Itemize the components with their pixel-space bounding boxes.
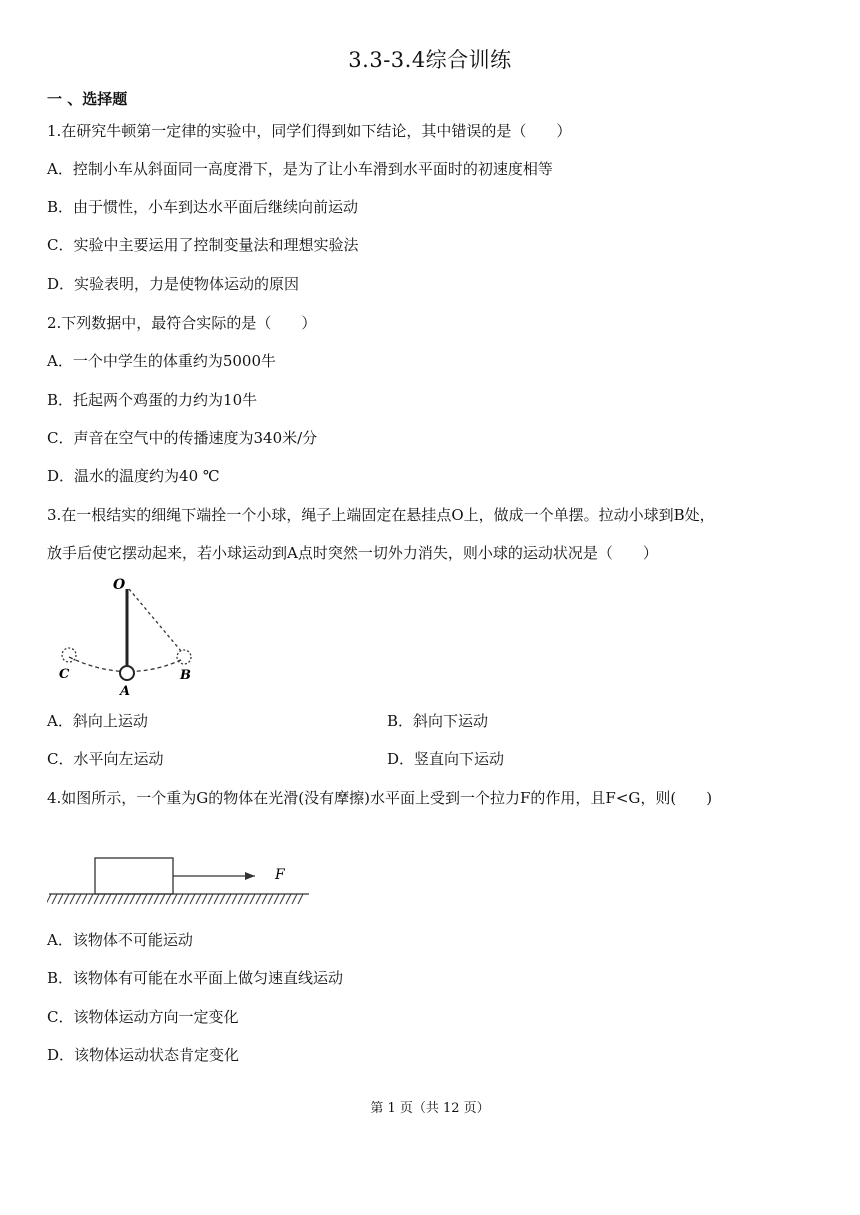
hatch-mark [202,894,207,904]
hatch-mark [226,894,231,904]
hatch-mark [58,894,63,904]
hatch-mark [88,894,93,904]
hatch-mark [142,894,147,904]
ground-hatching [47,894,303,904]
hatch-mark [70,894,75,904]
hatch-mark [262,894,267,904]
hatch-mark [118,894,123,904]
hatch-mark [166,894,171,904]
hatch-mark [178,894,183,904]
question-2-option-a: A．一个中学生的体重约为5000牛 [47,352,277,370]
hatch-mark [112,894,117,904]
question-4-option-a: A．该物体不可能运动 [47,931,193,949]
question-3-option-a: A．斜向上运动 [47,712,148,730]
page-title: 3.3-3.4综合训练 [348,48,512,72]
hatch-mark [232,894,237,904]
hatch-mark [208,894,213,904]
hatch-mark [160,894,165,904]
hatch-mark [100,894,105,904]
hatch-mark [106,894,111,904]
hatch-mark [172,894,177,904]
hatch-mark [47,894,51,904]
hatch-mark [250,894,255,904]
label-c: C [59,667,70,682]
hatch-mark [256,894,261,904]
question-1-option-b: B．由于惯性，小车到达水平面后继续向前运动 [47,198,359,216]
hatch-mark [274,894,279,904]
label-a: A [120,684,131,698]
hatch-mark [136,894,141,904]
question-3-option-d: D．竖直向下运动 [387,750,505,768]
question-4-option-d: D．该物体运动状态肯定变化 [47,1046,240,1064]
hatch-mark [52,894,57,904]
hatch-mark [196,894,201,904]
hatch-mark [190,894,195,904]
hatch-mark [286,894,291,904]
question-1-option-c: C．实验中主要运用了控制变量法和理想实验法 [47,236,359,254]
hatch-mark [268,894,273,904]
question-4-option-b: B．该物体有可能在水平面上做匀速直线运动 [47,969,344,987]
hatch-mark [280,894,285,904]
force-arrow-head [245,872,255,880]
label-o: O [113,577,126,593]
hatch-mark [238,894,243,904]
hatch-mark [292,894,297,904]
pendulum-figure [47,573,207,698]
question-3-stem-line-2: 放手后使它摆动起来，若小球运动到A点时突然一切外力消失，则小球的运动状况是（ ） [47,544,658,562]
question-1-option-d: D．实验表明，力是使物体运动的原因 [47,275,300,293]
ball-at-a [120,666,134,680]
section-heading: 一 、选择题 [47,90,128,108]
question-1-option-a: A．控制小车从斜面同一高度滑下，是为了让小车滑到水平面时的初速度相等 [47,160,553,178]
hatch-mark [130,894,135,904]
ball-at-b [177,650,191,664]
hatch-mark [298,894,303,904]
ball-at-c [62,648,76,662]
question-2-stem: 2.下列数据中，最符合实际的是（ ） [47,314,317,332]
question-4-stem: 4.如图所示，一个重为G的物体在光滑(没有摩擦)水平面上受到一个拉力F的作用，且F<G，则( ) [47,789,713,807]
question-2-option-c: C．声音在空气中的传播速度为340米/分 [47,429,318,447]
hatch-mark [64,894,69,904]
label-f: F [275,867,285,883]
question-4-option-c: C．该物体运动方向一定变化 [47,1008,239,1026]
hatch-mark [94,894,99,904]
hatch-mark [244,894,249,904]
pendulum-string-ob [129,589,181,651]
question-3-option-b: B．斜向下运动 [387,712,489,730]
hatch-mark [82,894,87,904]
block-force-figure [47,848,312,912]
question-1-stem: 1.在研究牛顿第一定律的实验中，同学们得到如下结论，其中错误的是（ ） [47,122,572,140]
hatch-mark [214,894,219,904]
page-footer: 第 1 页（共 12 页） [370,1101,490,1116]
hatch-mark [124,894,129,904]
question-2-option-d: D．温水的温度约为40 ℃ [47,467,220,485]
question-3-stem-line-1: 3.在一根结实的细绳下端拴一个小球，绳子上端固定在悬挂点O上，做成一个单摆。拉动小球到B处， [47,506,715,524]
block [95,858,173,894]
hatch-mark [148,894,153,904]
hatch-mark [76,894,81,904]
hatch-mark [154,894,159,904]
question-2-option-b: B．托起两个鸡蛋的力约为10牛 [47,391,258,409]
label-b: B [180,668,191,683]
hatch-mark [184,894,189,904]
hatch-mark [220,894,225,904]
question-3-option-c: C．水平向左运动 [47,750,164,768]
